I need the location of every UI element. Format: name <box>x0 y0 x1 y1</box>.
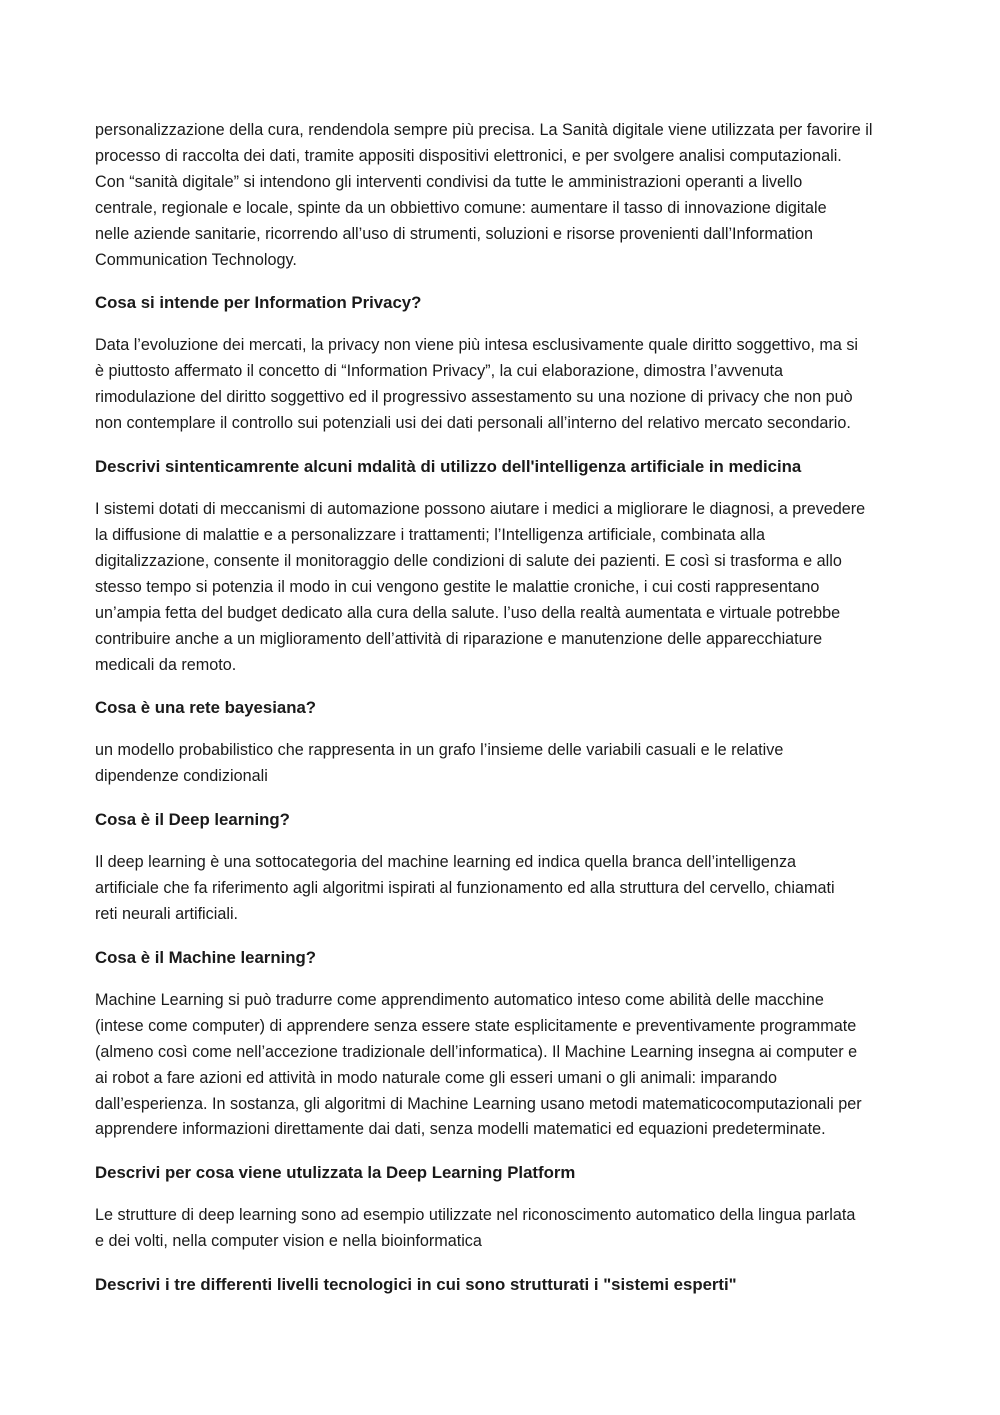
text-line: artificiale che fa riferimento agli algoritmi ispirati al funzionamento ed alla struttura del cervello, chiamati <box>95 879 835 898</box>
text-line: contribuire anche a un miglioramento dell’attività di riparazione e manutenzione delle apparecchiature <box>95 629 823 648</box>
text-line: dall’esperienza. In sostanza, gli algoritmi di Machine Learning usano metodi matematicocomputazionali per <box>95 1094 862 1113</box>
text-line: centrale, regionale e locale, spinte da un obbiettivo comune: aumentare il tasso di innovazione digitale <box>95 198 827 217</box>
text-line: non contemplare il controllo sui potenziali usi dei dati personali all’interno del relativo mercato secondario. <box>95 414 851 433</box>
text-line: la diffusione di malattie e a personalizzare i trattamenti; l’Intelligenza artificiale, combinata alla <box>95 525 766 544</box>
text-line: personalizzazione della cura, rendendola sempre più precisa. La Sanità digitale viene utilizzata per favorire il <box>95 121 873 139</box>
text-line: Le strutture di deep learning sono ad esempio utilizzate nel riconoscimento automatico della lingua parlata <box>95 1206 856 1225</box>
text-line: stesso tempo si potenzia il modo in cui vengono gestite le malattie croniche, i cui costi rappresentano <box>95 577 820 596</box>
text-line: Machine Learning si può tradurre come apprendimento automatico inteso come abilità delle macchine <box>95 990 824 1009</box>
heading-bayesian-network: Cosa è una rete bayesiana? <box>95 698 317 718</box>
text-line: I sistemi dotati di meccanismi di automazione possono aiutare i medici a migliorare le diagnosi, a prevedere <box>95 500 866 519</box>
heading-deep-learning: Cosa è il Deep learning? <box>95 810 290 830</box>
heading-expert-systems: Descrivi i tre differenti livelli tecnologici in cui sono strutturati i "sistemi esperti" <box>95 1275 737 1295</box>
text-line: nelle aziende sanitarie, ricorrendo all’uso di strumenti, soluzioni e risorse provenienti dall’Information <box>95 224 814 243</box>
text-line: reti neurali artificiali. <box>95 905 239 924</box>
paragraph-deep-learning-platform <box>95 1203 910 1255</box>
text-line: un modello probabilistico che rappresenta in un grafo l’insieme delle variabili casuali e le relative <box>95 741 784 760</box>
text-line: medicali da remoto. <box>95 655 237 674</box>
paragraph-machine-learning <box>95 988 910 1143</box>
paragraph-sanita-digitale <box>95 118 910 273</box>
text-line: Communication Technology. <box>95 250 297 269</box>
heading-machine-learning: Cosa è il Machine learning? <box>95 947 317 967</box>
text-line: rimodulazione del diritto soggettivo ed il progressivo assestamento su una nozione di privacy che non può <box>95 388 853 407</box>
paragraph-information-privacy <box>95 333 910 437</box>
text-line: dipendenze condizionali <box>95 767 268 786</box>
text-line: e dei volti, nella computer vision e nella bioinformatica <box>95 1232 482 1251</box>
text-line: digitalizzazione, consente il monitoraggio delle condizioni di salute dei pazienti. E così si trasforma e allo <box>95 551 842 570</box>
text-line: (intese come computer) di apprendere senza essere state esplicitamente e preventivamente programmate <box>95 1016 857 1035</box>
text-line: processo di raccolta dei dati, tramite appositi dispositivi elettronici, e per svolgere analisi computazionali. <box>95 146 842 165</box>
text-line: un’ampia fetta del budget dedicato alla cura della salute. l’uso della realtà aumentata e virtuale potrebbe <box>95 603 841 622</box>
text-line: apprendere informazioni direttamente dai dati, senza modelli matematici ed equazioni predeterminate. <box>95 1120 826 1139</box>
heading-deep-learning-platform: Descrivi per cosa viene utulizzata la Deep Learning Platform <box>95 1163 576 1183</box>
text-line: (almeno così come nell’accezione tradizionale dell’informatica). Il Machine Learning insegna ai computer e <box>95 1042 858 1061</box>
text-line: Con “sanità digitale” si intendono gli interventi condivisi da tutte le amministrazioni operanti a livello <box>95 172 803 191</box>
text-line: ai robot a fare azioni ed attività in modo naturale come gli esseri umani o gli animali: imparando <box>95 1068 778 1087</box>
paragraph-deep-learning <box>95 850 910 928</box>
text-line: è piuttosto affermato il concetto di “Information Privacy”, la cui elaborazione, dimostra l’avvenuta <box>95 362 784 381</box>
heading-information-privacy: Cosa si intende per Information Privacy? <box>95 293 422 313</box>
paragraph-ai-in-medicine <box>95 497 910 678</box>
text-line: Il deep learning è una sottocategoria del machine learning ed indica quella branca dell’intelligenza <box>95 853 797 872</box>
heading-ai-in-medicine: Descrivi sintenticamrente alcuni mdalità di utilizzo dell'intelligenza artificiale in medicina <box>95 457 802 477</box>
text-line: Data l’evoluzione dei mercati, la privacy non viene più intesa esclusivamente quale diritto soggettivo, ma si <box>95 336 859 355</box>
paragraph-bayesian-network <box>95 738 910 790</box>
document-page <box>95 118 910 1297</box>
